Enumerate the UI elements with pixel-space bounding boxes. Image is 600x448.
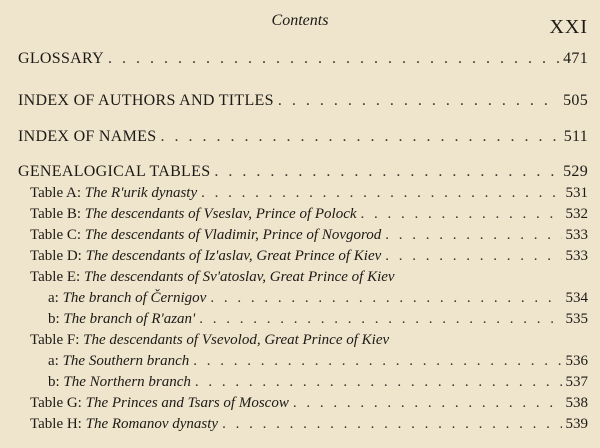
dot-leader <box>199 311 561 328</box>
toc-label: GENEALOGICAL TABLES <box>18 163 211 180</box>
table-prefix: Table E: <box>30 269 84 285</box>
toc-table-g <box>0 395 600 412</box>
table-title: The descendants of Vsevolod, Great Prince of Kiev <box>83 332 390 348</box>
dot-leader <box>193 353 561 370</box>
table-title: The Princes and Tsars of Moscow <box>85 395 289 411</box>
toc-page-number: 505 <box>563 92 588 109</box>
toc-page-number: 533 <box>565 227 588 243</box>
page-header <box>0 10 600 40</box>
dot-leader <box>385 227 561 244</box>
toc-page-number: 539 <box>565 416 588 432</box>
toc-table-d <box>0 248 600 265</box>
toc-table-b <box>0 206 600 223</box>
table-title: The descendants of Vseslav, Prince of Polock <box>84 206 357 222</box>
table-prefix: Table G: <box>30 395 86 411</box>
dot-leader <box>385 248 561 265</box>
toc-page-number: 534 <box>565 290 588 306</box>
table-title: The descendants of Vladimir, Prince of Novgorod <box>84 227 382 243</box>
dot-leader <box>278 92 559 110</box>
dot-leader <box>108 50 559 68</box>
toc-page-number: 511 <box>563 128 588 145</box>
toc-page-number: 536 <box>565 353 588 369</box>
table-prefix: a: <box>48 290 63 306</box>
toc-page-number: 529 <box>563 163 588 180</box>
table-prefix: Table C: <box>30 227 85 243</box>
toc-table-e <box>0 269 600 286</box>
dot-leader <box>222 416 561 433</box>
table-prefix: Table B: <box>30 206 85 222</box>
toc-table-a <box>0 185 600 202</box>
table-title: The R'urik dynasty <box>84 185 198 201</box>
table-prefix: Table D: <box>30 248 86 264</box>
toc-table-f-b <box>0 374 600 391</box>
toc-entry-glossary <box>0 50 600 68</box>
toc-page-number: 531 <box>565 185 588 201</box>
dot-leader <box>361 206 562 223</box>
dot-leader <box>214 163 559 181</box>
toc-page-number: 532 <box>565 206 588 222</box>
toc-table-e-b <box>0 311 600 328</box>
dot-leader <box>293 395 562 412</box>
toc-page-number: 535 <box>565 311 588 327</box>
dot-leader <box>195 374 562 391</box>
running-head-title: Contents <box>271 12 329 29</box>
table-prefix: b: <box>48 311 64 327</box>
toc-label: INDEX OF AUTHORS AND TITLES <box>18 92 274 109</box>
table-title: The branch of R'azan' <box>63 311 196 327</box>
toc-page-number: 537 <box>565 374 588 390</box>
toc-label: INDEX OF NAMES <box>18 128 157 145</box>
table-title: The Northern branch <box>63 374 191 390</box>
toc-page-number: 538 <box>565 395 588 411</box>
table-prefix: Table A: <box>30 185 85 201</box>
toc-table-c <box>0 227 600 244</box>
toc-entry-index-names <box>0 128 600 146</box>
dot-leader <box>210 290 561 307</box>
table-title: The Southern branch <box>62 353 190 369</box>
dot-leader <box>160 128 559 146</box>
table-prefix: Table F: <box>30 332 84 348</box>
table-prefix: b: <box>48 374 64 390</box>
toc-page-number: 533 <box>565 248 588 264</box>
toc-table-f-a <box>0 353 600 370</box>
table-prefix: Table H: <box>30 416 86 432</box>
toc-table-f <box>0 332 600 349</box>
table-title: The branch of Černigov <box>62 290 207 306</box>
table-prefix: a: <box>48 353 63 369</box>
toc-table-e-a <box>0 290 600 307</box>
toc-entry-genealogical-tables <box>0 163 600 181</box>
toc-label: GLOSSARY <box>18 50 104 67</box>
toc-entry-index-authors <box>0 92 600 110</box>
dot-leader <box>201 185 561 202</box>
toc-table-h <box>0 416 600 433</box>
page-number-roman: XXI <box>549 16 588 38</box>
table-title: The descendants of Iz'aslav, Great Prince of Kiev <box>85 248 382 264</box>
table-title: The Romanov dynasty <box>85 416 219 432</box>
table-title: The descendants of Sv'atoslav, Great Prince of Kiev <box>83 269 395 285</box>
toc-page-number: 471 <box>563 50 588 67</box>
